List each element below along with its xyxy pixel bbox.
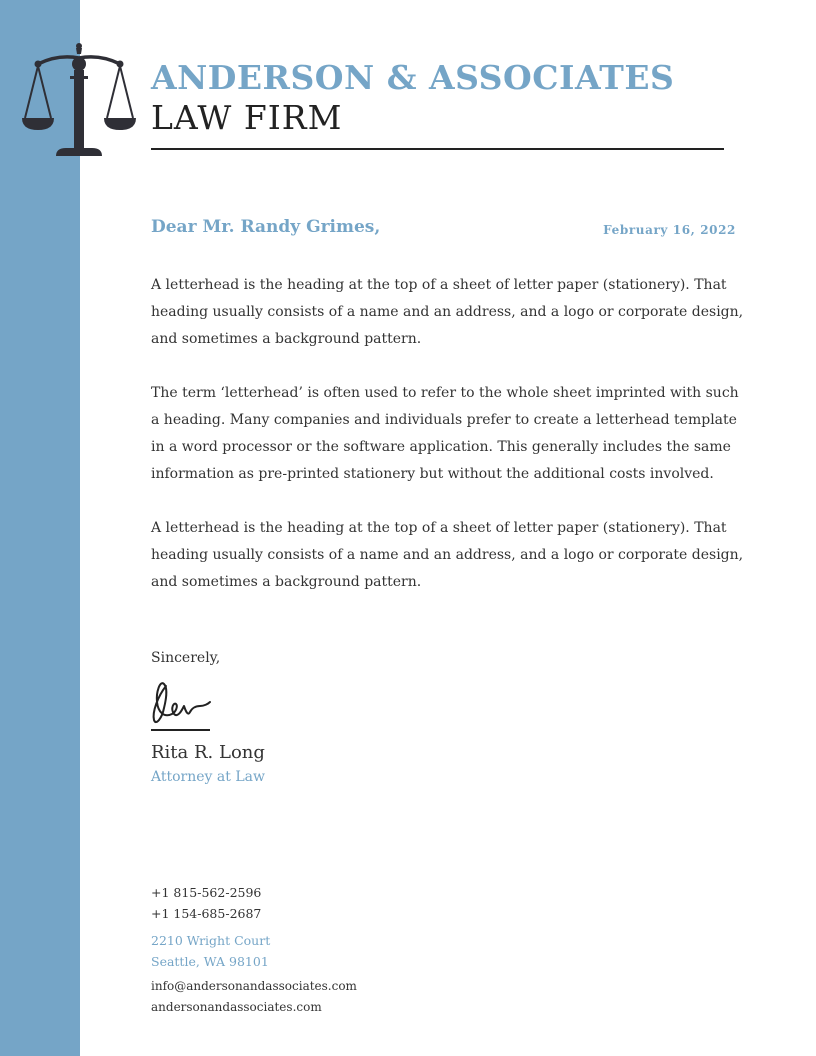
letter-body (151, 272, 751, 623)
signer-title: Attorney at Law (151, 769, 265, 785)
signer-name: Rita R. Long (151, 742, 265, 763)
phone-number-secondary: +1 154-685-2687 (151, 906, 262, 921)
email-address: info@andersonandassociates.com (151, 979, 357, 993)
phone-number-primary: +1 815-562-2596 (151, 885, 262, 900)
signature-icon (148, 678, 214, 734)
letter-date: February 16, 2022 (603, 223, 736, 237)
letter-closing: Sincerely, (151, 650, 221, 666)
scales-of-justice-icon (20, 40, 138, 160)
letter-salutation: Dear Mr. Randy Grimes, (151, 217, 381, 237)
firm-type: LAW FIRM (151, 98, 343, 137)
body-paragraph: A letterhead is the heading at the top of a sheet of letter paper (stationery). That heading usually consists of a name and an address, and a logo or corporate design, and sometimes a background pattern. (151, 520, 744, 590)
website-address: andersonandassociates.com (151, 1000, 322, 1014)
body-paragraph: The term ‘letterhead’ is often used to refer to the whole sheet imprinted with such a heading. Many companies and individuals prefer to create a letterhead template in a word processor or the software application. This generally includes the same information as pre-printed stationery but without the additional costs involved. (151, 385, 739, 482)
body-paragraph: A letterhead is the heading at the top of a sheet of letter paper (stationery). That heading usually consists of a name and an address, and a logo or corporate design, and sometimes a background pattern. (151, 277, 744, 347)
address-city: Seattle, WA 98101 (151, 954, 269, 969)
header-divider (151, 148, 724, 150)
firm-name: ANDERSON & ASSOCIATES (151, 58, 675, 97)
address-street: 2210 Wright Court (151, 933, 271, 948)
